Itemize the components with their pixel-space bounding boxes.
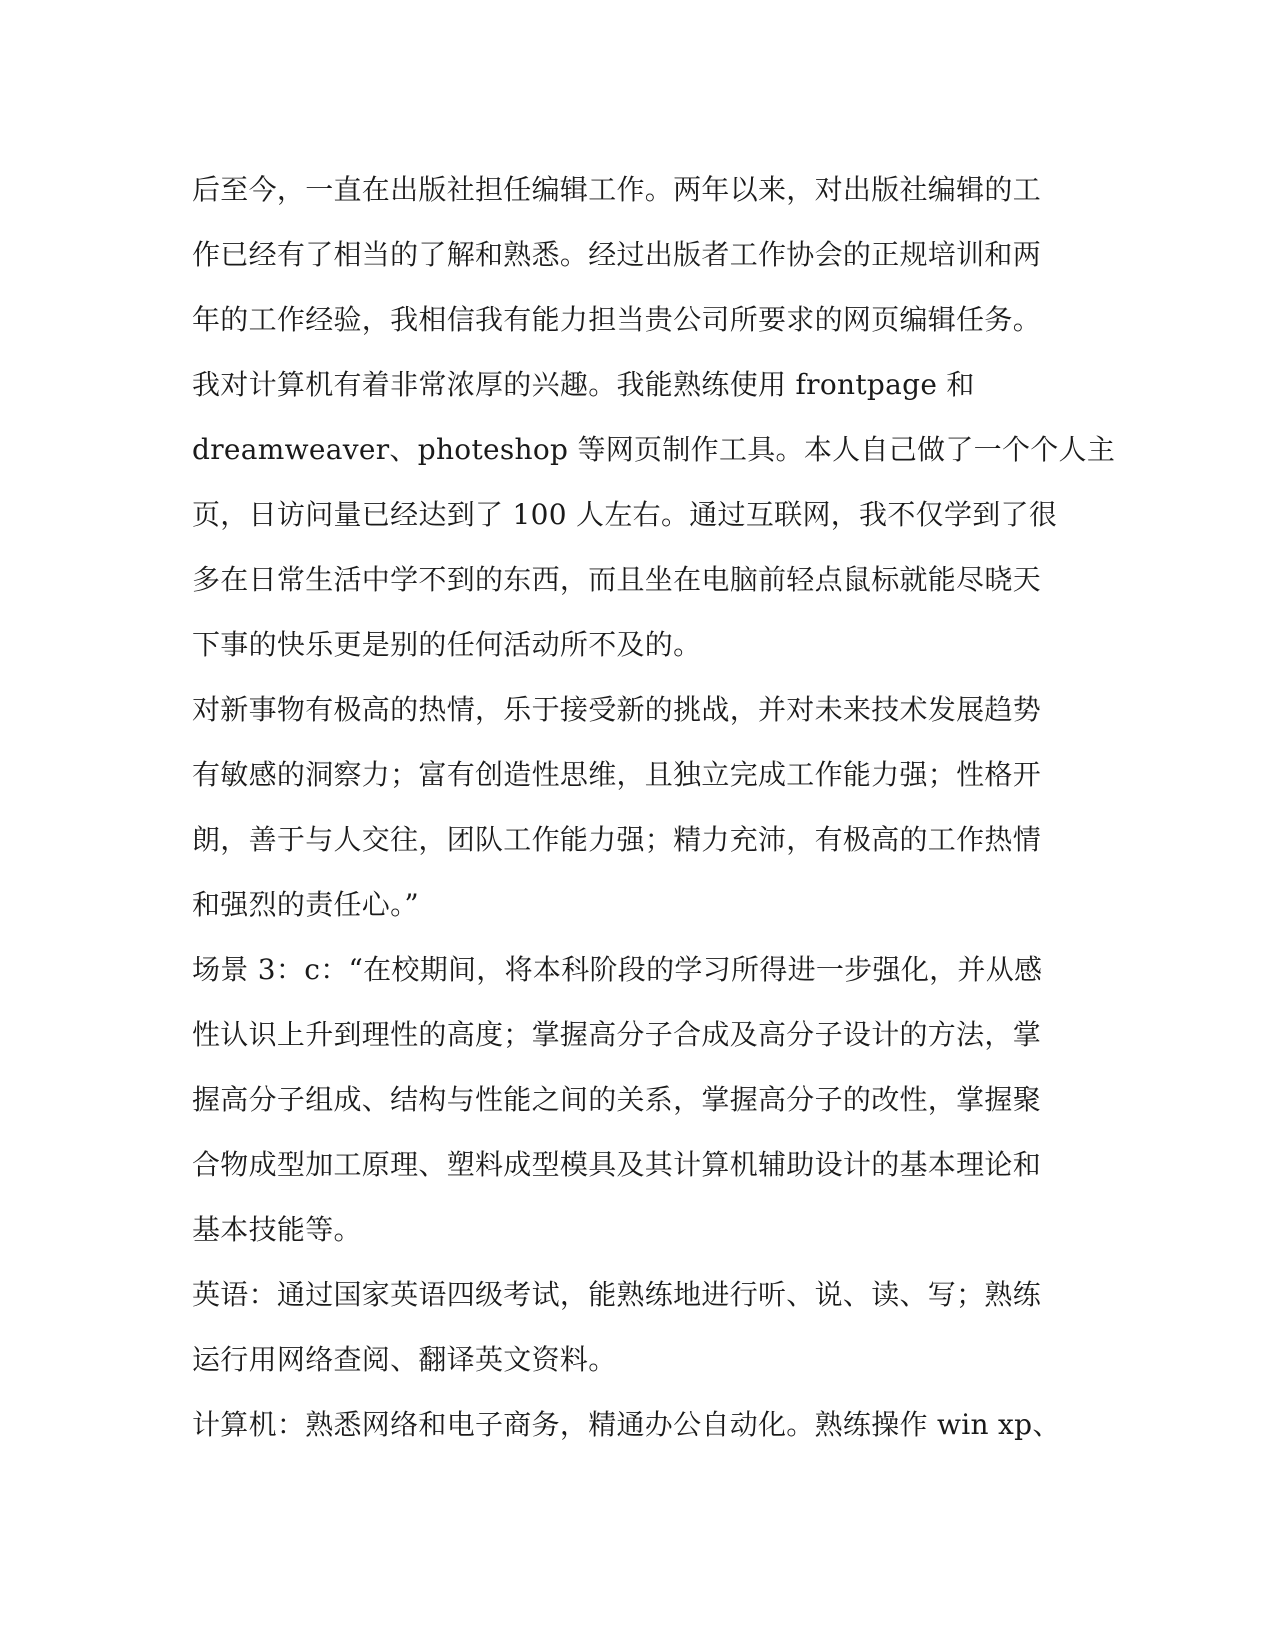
text-line: 性认识上升到理性的高度；掌握高分子合成及高分子设计的方法，掌	[192, 1018, 1042, 1051]
text-line: 合物成型加工原理、塑料成型模具及其计算机辅助设计的基本理论和	[192, 1148, 1042, 1181]
text-line: 有敏感的洞察力；富有创造性思维，且独立完成工作能力强；性格开	[192, 758, 1042, 791]
document-body	[192, 157, 1116, 1457]
text-line: 下事的快乐更是别的任何活动所不及的。	[192, 628, 702, 661]
text-line: 作已经有了相当的了解和熟悉。经过出版者工作协会的正规培训和两	[192, 238, 1042, 271]
text-line: 握高分子组成、结构与性能之间的关系，掌握高分子的改性，掌握聚	[192, 1083, 1042, 1116]
text-line: dreamweaver、photeshop 等网页制作工具。本人自己做了一个个人主	[192, 433, 1116, 466]
text-line: 我对计算机有着非常浓厚的兴趣。我能熟练使用 frontpage 和	[192, 368, 975, 401]
text-line: 场景 3：c：“在校期间，将本科阶段的学习所得进一步强化，并从感	[192, 953, 1043, 986]
text-line: 对新事物有极高的热情，乐于接受新的挑战，并对未来技术发展趋势	[192, 693, 1042, 726]
text-line: 页，日访问量已经达到了 100 人左右。通过互联网，我不仅学到了很	[192, 498, 1058, 531]
text-line: 多在日常生活中学不到的东西，而且坐在电脑前轻点鼠标就能尽晓天	[192, 563, 1042, 596]
text-line: 和强烈的责任心。”	[192, 888, 420, 921]
text-line: 年的工作经验，我相信我有能力担当贵公司所要求的网页编辑任务。	[192, 303, 1042, 336]
text-line: 后至今，一直在出版社担任编辑工作。两年以来，对出版社编辑的工	[192, 173, 1042, 206]
text-line: 基本技能等。	[192, 1213, 362, 1246]
text-line: 运行用网络查阅、翻译英文资料。	[192, 1343, 617, 1376]
text-line: 计算机：熟悉网络和电子商务，精通办公自动化。熟练操作 win xp、	[192, 1408, 1061, 1441]
text-line: 朗，善于与人交往，团队工作能力强；精力充沛，有极高的工作热情	[192, 823, 1042, 856]
text-line: 英语：通过国家英语四级考试，能熟练地进行听、说、读、写；熟练	[192, 1278, 1042, 1311]
